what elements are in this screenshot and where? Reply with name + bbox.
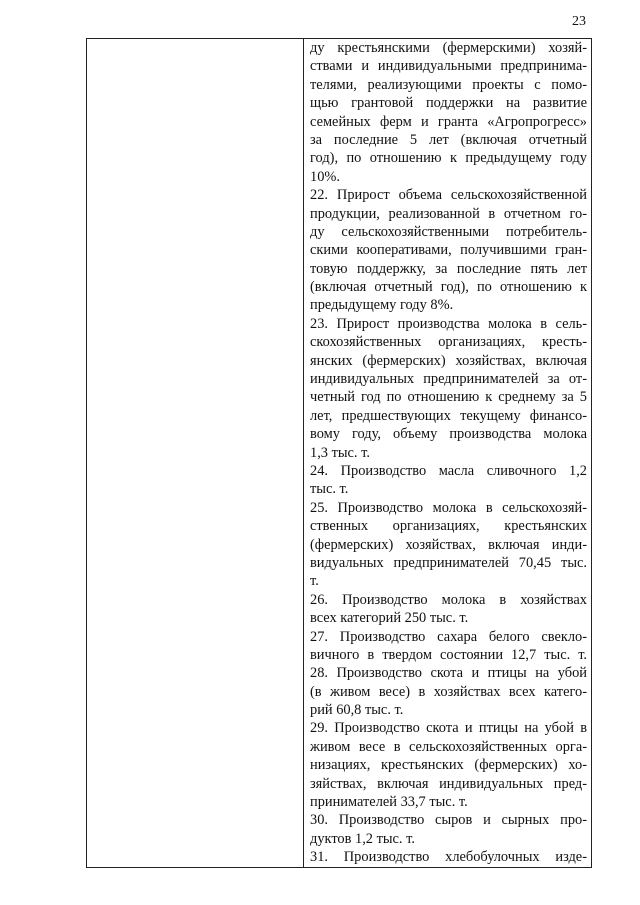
text-line: 26. Производство молока в хозяйствах: [310, 591, 587, 608]
text-line: вичного в твердом состоянии 12,7 тыс. т.: [310, 646, 587, 663]
text-line: рий 60,8 тыс. т.: [310, 702, 404, 719]
text-line: лет, предшествующих текущему финансо-: [310, 407, 587, 424]
text-line: 1,3 тыс. т.: [310, 444, 370, 461]
text-line: 10%.: [310, 168, 340, 185]
text-line: всех категорий 250 тыс. т.: [310, 610, 469, 627]
table-left-cell: [87, 39, 304, 868]
text-line: ду крестьянскими (фермерскими) хозяй-: [310, 40, 587, 56]
text-line: видуальных предпринимателей 70,45 тыс.: [310, 554, 587, 571]
text-line: янских (фермерских) хозяйствах, включая: [310, 352, 587, 369]
text-line: семейных ферм и гранта «Агропрогресс»: [310, 113, 587, 130]
text-line: т.: [310, 573, 319, 590]
text-line: ду сельскохозяйственными потребитель-: [310, 223, 587, 240]
text-line: ственных организациях, крестьянских: [310, 518, 587, 535]
text-line: щью грантовой поддержки на развитие: [310, 95, 587, 112]
text-line: скими кооперативами, получившими гран-: [310, 242, 587, 259]
text-line: товую поддержку, за последние пять лет: [310, 260, 587, 277]
text-line: предыдущему году 8%.: [310, 297, 454, 314]
text-line: год), по отношению к предыдущему году: [310, 150, 587, 167]
text-line: дуктов 1,2 тыс. т.: [310, 830, 415, 847]
text-line: 24. Производство масла сливочного 1,2: [310, 462, 587, 479]
text-line: зяйствах, включая индивидуальных пред-: [310, 775, 587, 792]
text-line: телями, реализующими проекты с помо-: [310, 76, 587, 93]
page-number: 23: [572, 14, 586, 29]
text-line: индивидуальных предпринимателей за от-: [310, 371, 587, 388]
text-line: 29. Производство скота и птицы на убой в: [310, 720, 587, 737]
text-line: 22. Прирост объема сельскохозяйственной: [310, 187, 587, 204]
document-table: [86, 38, 592, 868]
text-line: продукции, реализованной в отчетном го-: [310, 205, 587, 222]
text-line: 28. Производство скота и птицы на убой: [310, 665, 587, 682]
text-line: ствами и индивидуальными предпринима-: [310, 58, 587, 75]
text-line: четный год по отношению к среднему за 5: [310, 389, 587, 406]
text-line: (фермерских) хозяйствах, включая инди-: [310, 536, 587, 553]
text-line: вому году, объему производства молока: [310, 426, 587, 443]
text-line: живом весе в сельскохозяйственных орга-: [310, 738, 587, 755]
text-line: тыс. т.: [310, 481, 349, 498]
text-line: скохозяйственных организациях, кресть-: [310, 334, 587, 351]
text-line: принимателей 33,7 тыс. т.: [310, 794, 468, 811]
text-line: 30. Производство сыров и сырных про-: [310, 812, 587, 829]
text-line: (в живом весе) в хозяйствах всех катего-: [310, 683, 587, 700]
table-row: [87, 39, 592, 868]
text-line: 23. Прирост производства молока в сель-: [310, 315, 587, 332]
text-line: 31. Производство хлебобулочных изде-: [310, 849, 587, 866]
right-column-text: [310, 39, 587, 867]
text-line: (включая отчетный год), по отношению к: [310, 279, 587, 296]
text-line: 25. Производство молока в сельскохозяй-: [310, 499, 587, 516]
text-line: 27. Производство сахара белого свекло-: [310, 628, 587, 645]
table-right-cell: [304, 39, 592, 868]
text-line: низациях, крестьянских (фермерских) хо-: [310, 757, 587, 774]
text-line: за последние 5 лет (включая отчетный: [310, 131, 587, 148]
